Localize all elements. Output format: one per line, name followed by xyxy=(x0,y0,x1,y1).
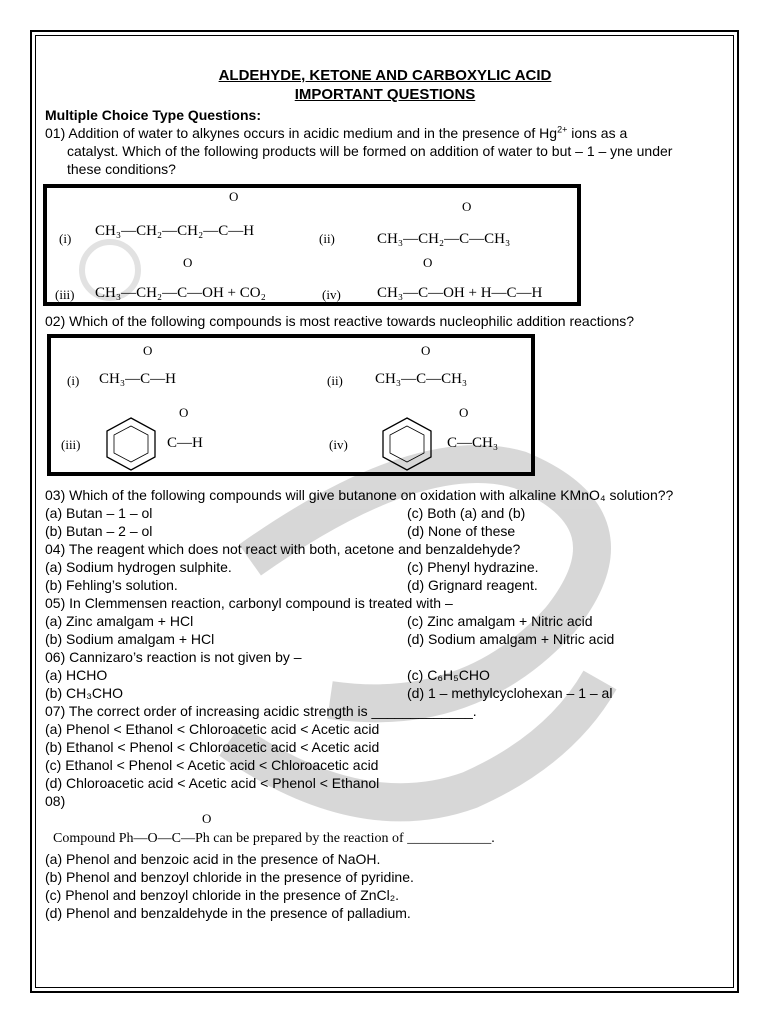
q8-oxygen: O xyxy=(202,811,212,826)
q1-text-c: catalyst. Which of the following products will be formed on addition of water to but – 1 – yne under xyxy=(67,143,673,159)
q2-opt-i-oxygen: O xyxy=(143,343,153,358)
q5-row-2 xyxy=(45,630,725,648)
q2-opt-i-label: (i) xyxy=(67,373,80,388)
q2-opt-ii-oxygen: O xyxy=(421,343,431,358)
benzene-ring-icon xyxy=(101,414,161,472)
q3-row-1 xyxy=(45,504,725,522)
q1-superscript: 2+ xyxy=(557,124,568,135)
q5-option-a: (a) Zinc amalgam + HCl xyxy=(45,613,194,629)
q7-option-d: (d) Chloroacetic acid < Acetic acid < Phenol < Ethanol xyxy=(45,775,380,791)
q5-option-b: (b) Sodium amalgam + HCl xyxy=(45,631,215,647)
question-7: 07) The correct order of increasing acidic strength is _____________. xyxy=(45,703,477,719)
q1-opt-i-formula: CH₃—CH₂—CH₂—C—H xyxy=(95,223,255,239)
q2-opt-iii-formula: C—H xyxy=(167,435,203,451)
q5-row-1 xyxy=(45,612,725,630)
q2-opt-ii-label: (ii) xyxy=(327,373,343,388)
q6-option-c: (c) C₆H₅CHO xyxy=(407,667,490,683)
q2-opt-iv-formula: C—CH₃ xyxy=(447,435,499,451)
benzene-ring-icon xyxy=(377,414,437,472)
q4-row-1 xyxy=(45,558,725,576)
q1-options-box xyxy=(43,184,581,306)
title-line-2: IMPORTANT QUESTIONS xyxy=(294,86,476,103)
q1-opt-iv-oxygen: O xyxy=(423,255,433,270)
q3-option-d: (d) None of these xyxy=(407,523,516,539)
q2-opt-iv-label: (iv) xyxy=(329,437,348,452)
q4-option-a: (a) Sodium hydrogen sulphite. xyxy=(45,559,232,575)
q1-opt-iv-formula: CH₃—C—OH + H—C—H xyxy=(377,285,543,301)
q2-opt-iii-oxygen: O xyxy=(179,405,189,420)
q1-opt-i-label: (i) xyxy=(59,231,72,246)
q1-opt-ii-label: (ii) xyxy=(319,231,335,246)
q6-row-2 xyxy=(45,684,725,702)
q1-opt-iii-formula: CH₃—CH₂—C—OH + CO₂ xyxy=(95,285,266,301)
q3-option-b: (b) Butan – 2 – ol xyxy=(45,523,153,539)
q2-opt-iv-oxygen: O xyxy=(459,405,469,420)
q1-opt-iii-oxygen: O xyxy=(183,255,193,270)
q8-stem xyxy=(45,810,725,850)
document-body xyxy=(45,66,725,922)
q4-option-b: (b) Fehling’s solution. xyxy=(45,577,178,593)
q1-text-b: ions as a xyxy=(567,125,628,141)
q2-options-box xyxy=(47,334,535,476)
question-2: 02) Which of the following compounds is most reactive towards nucleophilic addition reactions? xyxy=(45,313,635,329)
q8-stem-text: Compound Ph—O—C—Ph can be prepared by the reaction of ____________. xyxy=(53,831,495,846)
section-title: Multiple Choice Type Questions: xyxy=(45,107,261,123)
q1-opt-iii-label: (iii) xyxy=(55,287,75,302)
question-1 xyxy=(45,124,725,142)
question-5: 05) In Clemmensen reaction, carbonyl compound is treated with – xyxy=(45,595,453,611)
q1-opt-iv-label: (iv) xyxy=(322,287,341,302)
q6-option-d: (d) 1 – methylcyclohexan – 1 – al xyxy=(407,685,613,701)
question-6: 06) Cannizaro’s reaction is not given by – xyxy=(45,649,302,665)
q2-opt-iii-label: (iii) xyxy=(61,437,81,452)
q1-opt-i-oxygen: O xyxy=(229,189,239,204)
title-line-1: ALDEHYDE, KETONE AND CARBOXYLIC ACID xyxy=(218,67,552,84)
q1-opt-ii-formula: CH₃—CH₂—C—CH₃ xyxy=(377,231,511,247)
q4-option-d: (d) Grignard reagent. xyxy=(407,577,538,593)
q5-option-c: (c) Zinc amalgam + Nitric acid xyxy=(407,613,593,629)
question-8-number: 08) xyxy=(45,793,66,809)
q8-option-c: (c) Phenol and benzoyl chloride in the presence of ZnCl₂. xyxy=(45,887,400,903)
question-3: 03) Which of the following compounds will give butanone on oxidation with alkaline KMnO₄ solution?? xyxy=(45,487,674,503)
q7-option-b: (b) Ethanol < Phenol < Chloroacetic acid < Acetic acid xyxy=(45,739,380,755)
q4-option-c: (c) Phenyl hydrazine. xyxy=(407,559,539,575)
q8-option-b: (b) Phenol and benzoyl chloride in the presence of pyridine. xyxy=(45,869,414,885)
q3-option-a: (a) Butan – 1 – ol xyxy=(45,505,153,521)
q7-option-a: (a) Phenol < Ethanol < Chloroacetic acid < Acetic acid xyxy=(45,721,380,737)
q2-opt-i-formula: CH₃—C—H xyxy=(99,371,176,387)
question-4: 04) The reagent which does not react with both, acetone and benzaldehyde? xyxy=(45,541,521,557)
q1-text-d: these conditions? xyxy=(67,161,176,177)
q6-option-b: (b) CH₃CHO xyxy=(45,685,124,701)
q2-opt-ii-formula: CH₃—C—CH₃ xyxy=(375,371,468,387)
q5-option-d: (d) Sodium amalgam + Nitric acid xyxy=(407,631,615,647)
q7-option-c: (c) Ethanol < Phenol < Acetic acid < Chloroacetic acid xyxy=(45,757,379,773)
q1-text-a: 01) Addition of water to alkynes occurs in acidic medium and in the presence of Hg xyxy=(45,125,558,141)
q6-option-a: (a) HCHO xyxy=(45,667,108,683)
q8-option-d: (d) Phenol and benzaldehyde in the presence of palladium. xyxy=(45,905,411,921)
q3-row-2 xyxy=(45,522,725,540)
q6-row-1 xyxy=(45,666,725,684)
q1-opt-ii-oxygen: O xyxy=(462,199,472,214)
q8-option-a: (a) Phenol and benzoic acid in the presence of NaOH. xyxy=(45,851,381,867)
q3-option-c: (c) Both (a) and (b) xyxy=(407,505,526,521)
q4-row-2 xyxy=(45,576,725,594)
